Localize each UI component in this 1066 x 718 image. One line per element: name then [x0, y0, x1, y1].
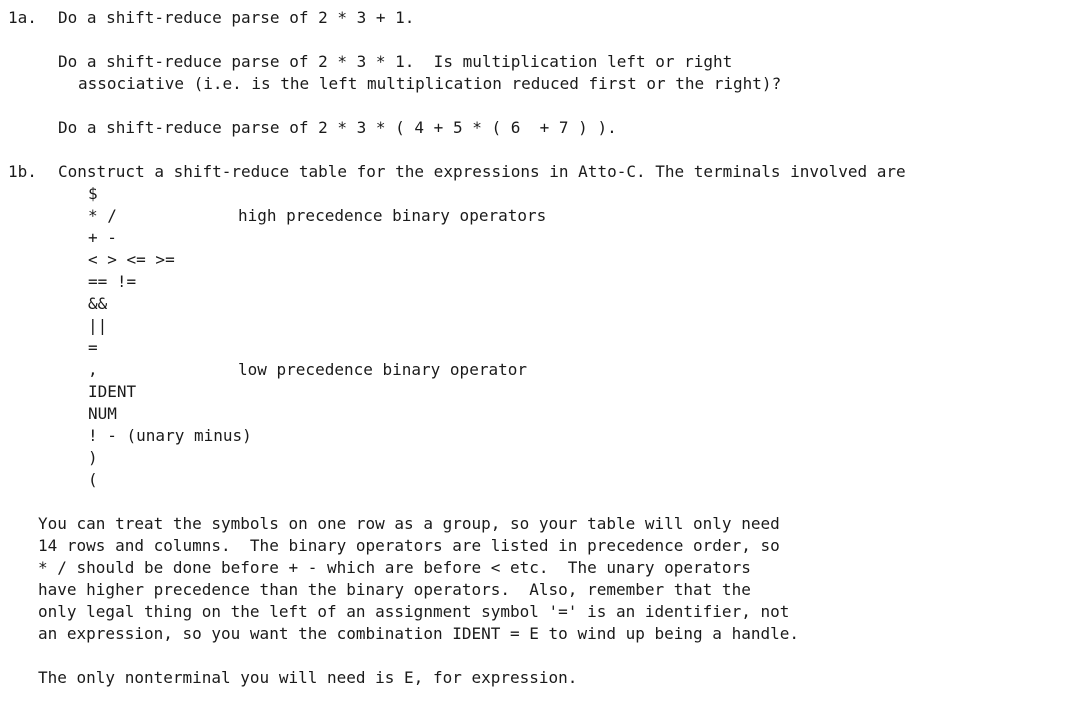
- paragraph-line: * / should be done before + - which are before < etc. The unary operators: [38, 558, 751, 577]
- terminal-row: NUM: [88, 404, 117, 423]
- terminal-row: < > <= >=: [88, 250, 175, 269]
- final-note: The only nonterminal you will need is E, for expression.: [38, 668, 578, 687]
- note-high-precedence: high precedence binary operators: [238, 206, 547, 225]
- question-1b-label: 1b.: [8, 162, 37, 181]
- terminal-row: == !=: [88, 272, 137, 291]
- paragraph-line: have higher precedence than the binary operators. Also, remember that the: [38, 580, 751, 599]
- terminal-row: ): [88, 448, 98, 467]
- terminal-row: (: [88, 470, 98, 489]
- terminal-row: IDENT: [88, 382, 137, 401]
- terminal-row: =: [88, 338, 98, 357]
- terminal-row: ! - (unary minus): [88, 426, 252, 445]
- terminal-row: ,: [88, 360, 98, 379]
- paragraph-line: only legal thing on the left of an assignment symbol '=' is an identifier, not: [38, 602, 790, 621]
- paragraph-line: You can treat the symbols on one row as a group, so your table will only need: [38, 514, 780, 533]
- question-1a-label: 1a.: [8, 8, 37, 27]
- note-low-precedence: low precedence binary operator: [238, 360, 527, 379]
- terminal-row: + -: [88, 228, 117, 247]
- question-1a-parse-2-line-2: associative (i.e. is the left multiplication reduced first or the right)?: [78, 74, 782, 93]
- paragraph-line: an expression, so you want the combination IDENT = E to wind up being a handle.: [38, 624, 799, 643]
- paragraph-line: 14 rows and columns. The binary operators are listed in precedence order, so: [38, 536, 780, 555]
- terminal-row: * /: [88, 206, 117, 225]
- question-1a-parse-2-line-1: Do a shift-reduce parse of 2 * 3 * 1. Is multiplication left or right: [58, 52, 733, 71]
- question-1b-intro: Construct a shift-reduce table for the expressions in Atto-C. The terminals involved are: [58, 162, 906, 181]
- terminal-row: &&: [88, 294, 108, 313]
- question-1a-parse-1: Do a shift-reduce parse of 2 * 3 + 1.: [58, 8, 415, 27]
- terminal-row: ||: [88, 316, 108, 335]
- question-1a-parse-3: Do a shift-reduce parse of 2 * 3 * ( 4 + 5 * ( 6 + 7 ) ).: [58, 118, 617, 137]
- terminal-row: $: [88, 184, 98, 203]
